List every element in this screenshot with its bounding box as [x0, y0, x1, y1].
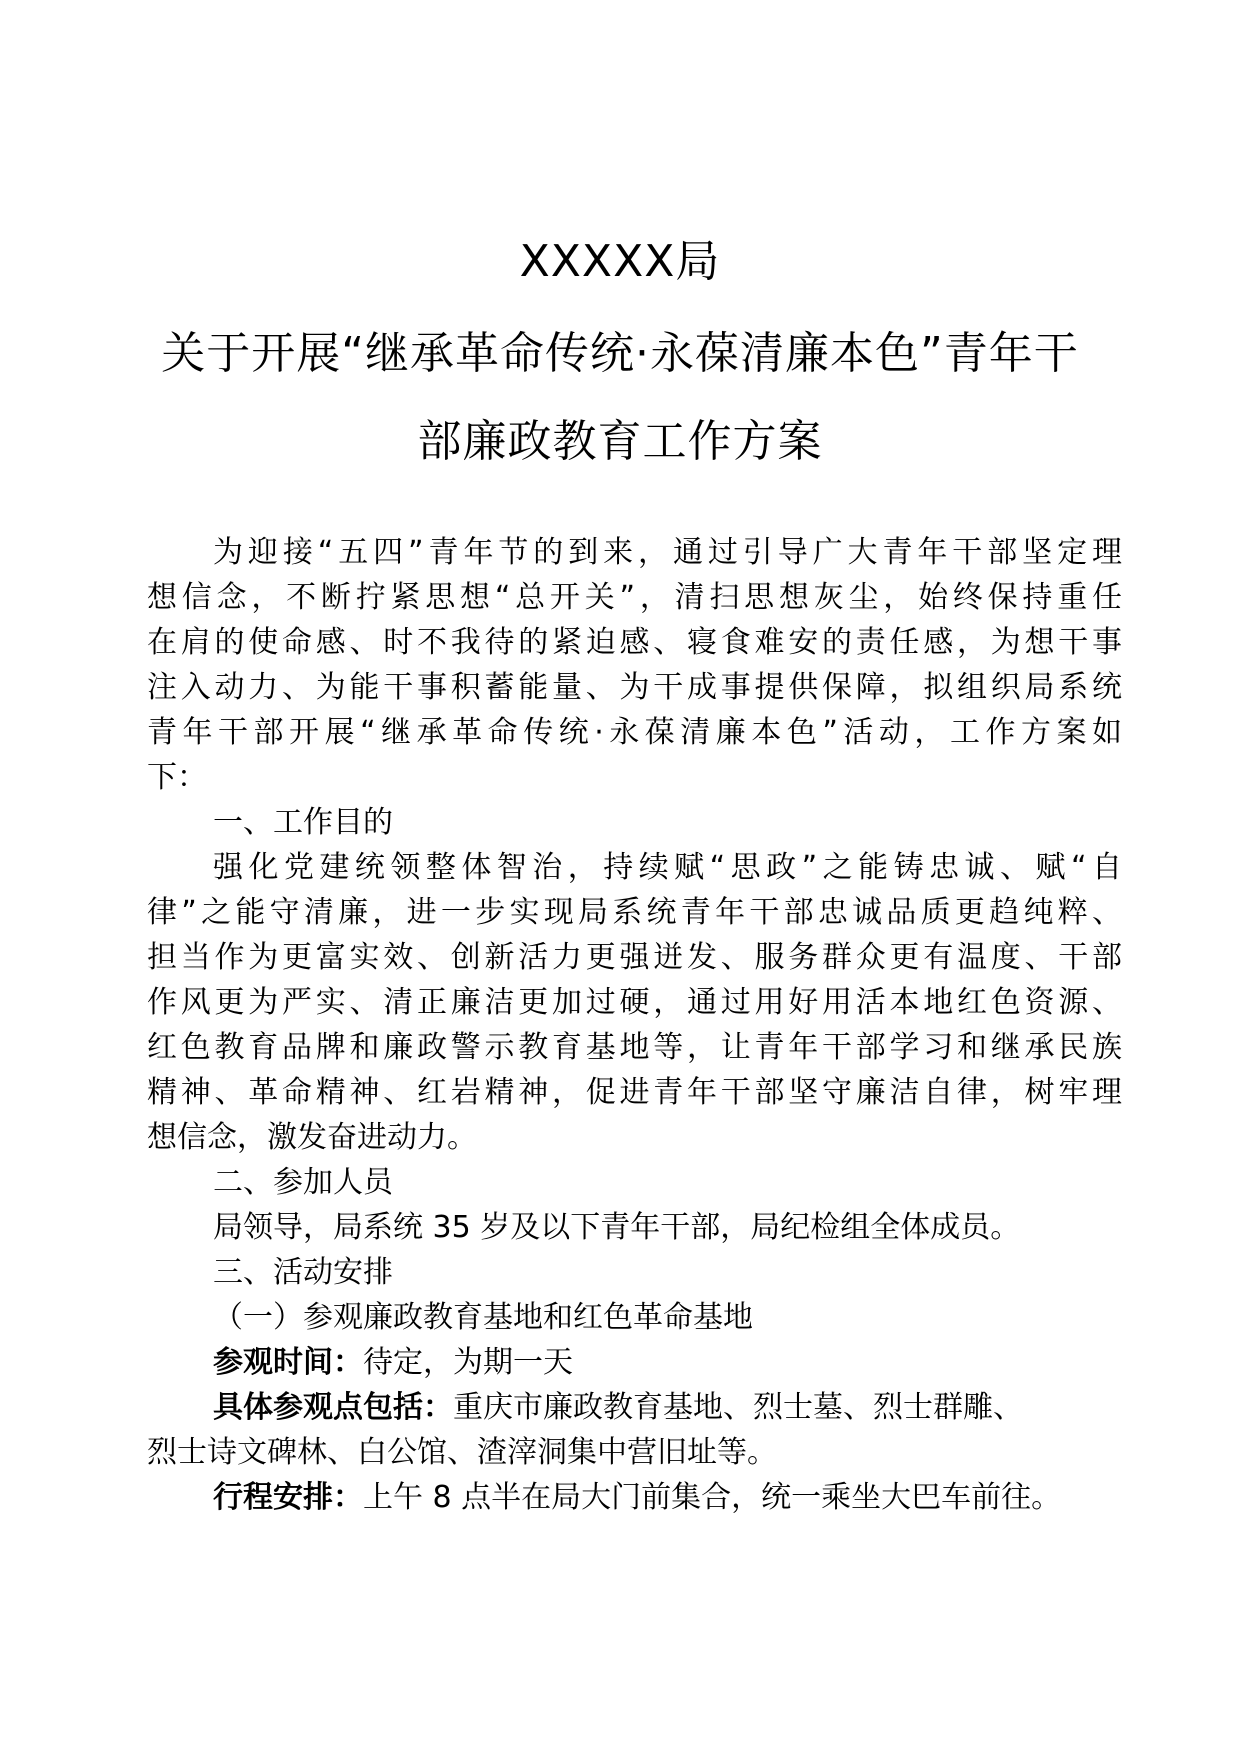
visit-points-continuation: 烈士诗文碑林、白公馆、渣滓洞集中营旧址等。: [147, 1435, 777, 1470]
intro-line: 青年干部开展“继承革命传统·永葆清廉本色”活动，工作方案如: [147, 715, 1122, 750]
document-title-line-1: 关于开展“继承革命传统·永葆清廉本色”青年干: [161, 328, 1079, 379]
visit-time-label: 参观时间：: [213, 1345, 363, 1380]
subsection-heading: （一）参观廉政教育基地和红色革命基地: [213, 1300, 753, 1335]
visit-points-value: 重庆市廉政教育基地、烈士墓、烈士群雕、: [453, 1390, 1023, 1425]
intro-line: 在肩的使命感、时不我待的紧迫感、寝食难安的责任感，为想干事: [147, 625, 1122, 660]
document-body: [147, 530, 1122, 1520]
section-paragraph-line: 强化党建统领整体智治，持续赋“思政”之能铸忠诚、赋“自: [213, 850, 1122, 885]
schedule-value: 上午 8 点半在局大门前集合，统一乘坐大巴车前往。: [363, 1480, 1062, 1515]
section-heading: 三、活动安排: [213, 1255, 393, 1290]
section-heading: 一、工作目的: [213, 805, 393, 840]
visit-points-line: [147, 1385, 1122, 1430]
visit-points-label: 具体参观点包括：: [213, 1390, 453, 1425]
schedule-label: 行程安排：: [213, 1480, 363, 1515]
visit-time-line: [147, 1340, 1122, 1385]
section-paragraph-line: 律”之能守清廉，进一步实现局系统青年干部忠诚品质更趋纯粹、: [147, 895, 1122, 930]
intro-line: 注入动力、为能干事积蓄能量、为干成事提供保障，拟组织局系统: [147, 670, 1122, 705]
section-heading: 二、参加人员: [213, 1165, 393, 1200]
section-paragraph-line: 作风更为严实、清正廉洁更加过硬，通过用好用活本地红色资源、: [147, 985, 1122, 1020]
intro-line: 下：: [147, 760, 207, 795]
document-title-line-2: 部廉政教育工作方案: [417, 416, 823, 467]
section-paragraph-line: 担当作为更富实效、创新活力更强迸发、服务群众更有温度、干部: [147, 940, 1122, 975]
section-paragraph-line: 想信念，激发奋进动力。: [147, 1120, 477, 1155]
section-paragraph-line: 局领导，局系统 35 岁及以下青年干部，局纪检组全体成员。: [213, 1210, 1021, 1245]
section-paragraph-line: 红色教育品牌和廉政警示教育基地等，让青年干部学习和继承民族: [147, 1030, 1122, 1065]
visit-time-value: 待定，为期一天: [363, 1345, 573, 1380]
document-title-org: XXXXX局: [519, 236, 721, 287]
section-paragraph-line: 精神、革命精神、红岩精神，促进青年干部坚守廉洁自律，树牢理: [147, 1075, 1122, 1110]
intro-line: 为迎接“五四”青年节的到来，通过引导广大青年干部坚定理: [213, 535, 1122, 570]
intro-line: 想信念，不断拧紧思想“总开关”，清扫思想灰尘，始终保持重任: [147, 580, 1122, 615]
schedule-line: [147, 1475, 1122, 1520]
